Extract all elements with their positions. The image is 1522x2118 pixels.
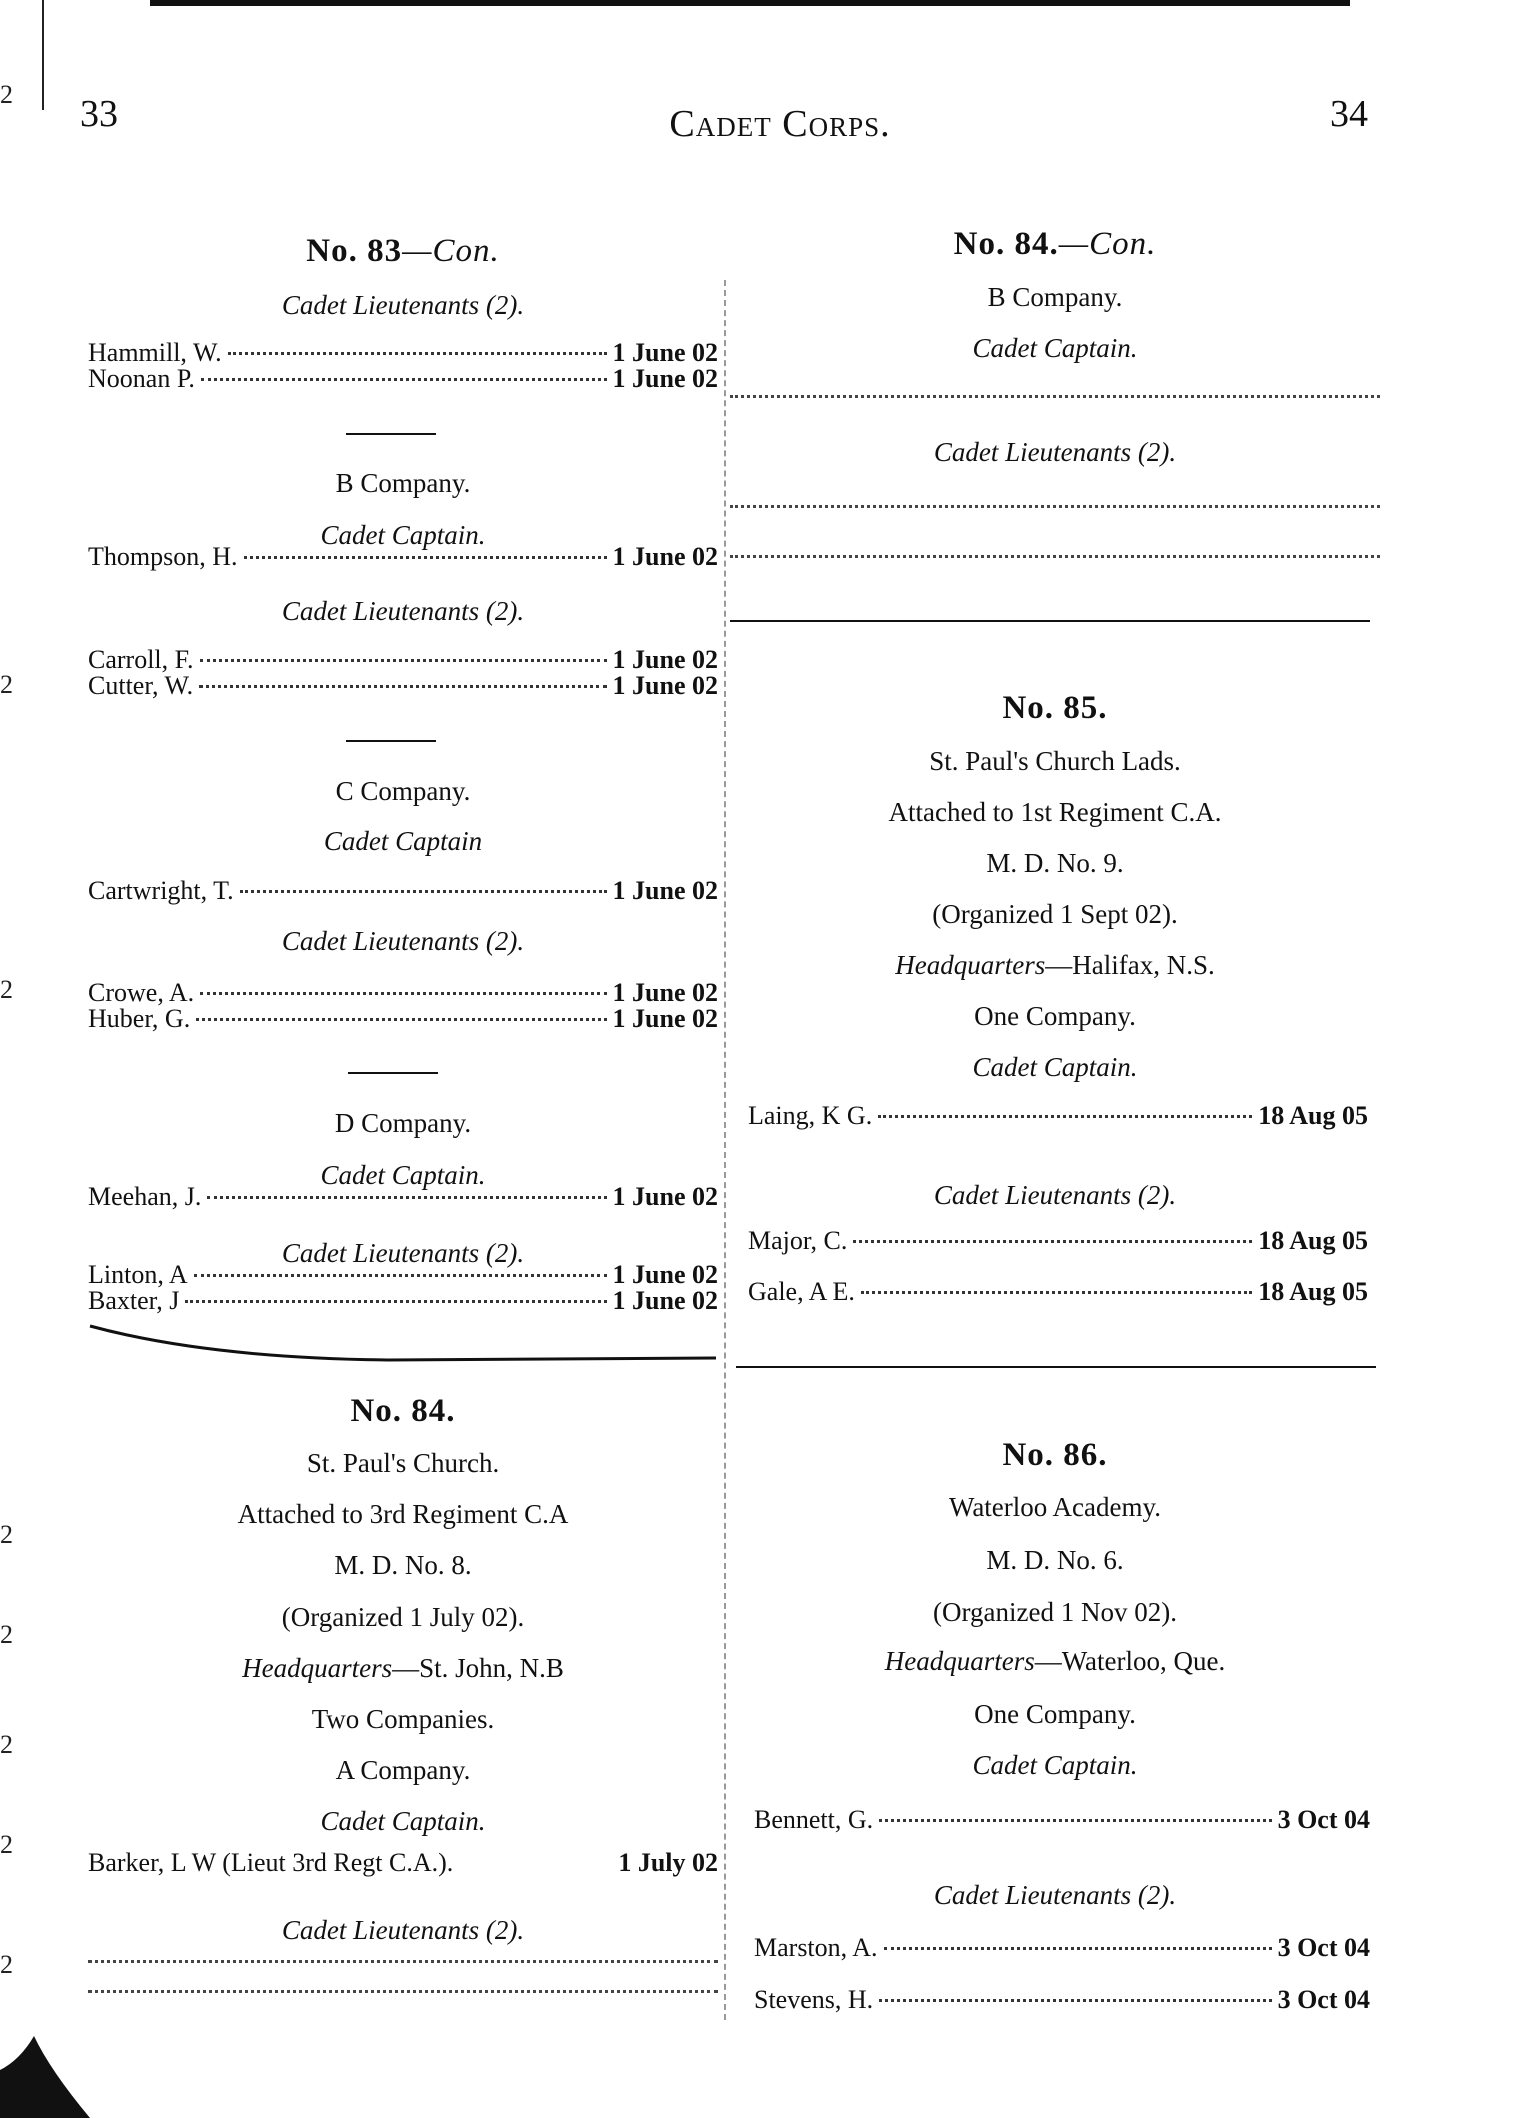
lieutenants-label: Cadet Lieutenants (2). bbox=[933, 437, 1177, 467]
margin-mark: 2 bbox=[0, 1830, 13, 1859]
roster-entry: Gale, A E. 18 Aug 05 bbox=[748, 1277, 1368, 1306]
section-end-rule bbox=[88, 1318, 718, 1368]
margin-mark: 2 bbox=[0, 670, 13, 699]
company-label: C Company. bbox=[335, 776, 471, 806]
section-heading-no83 bbox=[88, 233, 718, 270]
organized-date: (Organized 1 Sept 02). bbox=[932, 899, 1178, 929]
heading-suffix: —Con. bbox=[402, 233, 500, 269]
heading-number: No. 84. bbox=[953, 226, 1059, 262]
section-rule bbox=[730, 620, 1370, 622]
section-rule bbox=[736, 1366, 1376, 1368]
company-label: D Company. bbox=[334, 1108, 472, 1138]
roster-entry: Bennett, G. 3 Oct 04 bbox=[754, 1805, 1370, 1834]
roster-entry: Cartwright, T. 1 June 02 bbox=[88, 876, 718, 905]
captain-label: Cadet Captain. bbox=[320, 1806, 486, 1836]
blank-entry-line bbox=[730, 505, 1380, 508]
margin-mark: 2 bbox=[0, 975, 13, 1004]
left-page-number: 33 bbox=[80, 93, 118, 135]
lieutenants-label: Cadet Lieutenants (2). bbox=[281, 1915, 525, 1945]
captain-label: Cadet Captain. bbox=[972, 1052, 1138, 1082]
organized-date: (Organized 1 Nov 02). bbox=[933, 1597, 1177, 1627]
gutter-line bbox=[42, 0, 44, 110]
company-label: A Company. bbox=[335, 1755, 471, 1785]
captain-label: Cadet Captain bbox=[323, 826, 483, 856]
margin-mark: 2 bbox=[0, 1730, 13, 1759]
blank-entry-line bbox=[88, 1960, 718, 1963]
captain-label: Cadet Captain. bbox=[320, 520, 486, 550]
military-district: M. D. No. 6. bbox=[986, 1545, 1124, 1575]
captain-label: Cadet Captain. bbox=[972, 333, 1138, 363]
blank-entry-line bbox=[88, 1990, 718, 1993]
company-label: B Company. bbox=[335, 468, 471, 498]
separator bbox=[346, 740, 436, 742]
top-border-line bbox=[150, 0, 1350, 6]
column-divider bbox=[724, 280, 726, 2020]
roster-entry: Crowe, A. 1 June 02 bbox=[88, 978, 718, 1007]
company-label: B Company. bbox=[987, 282, 1123, 312]
roster-entry: Noonan P. 1 June 02 bbox=[88, 364, 718, 393]
roster-entry: Linton, A 1 June 02 bbox=[88, 1260, 718, 1289]
roster-entry: Barker, L W (Lieut 3rd Regt C.A.). 1 July 02 bbox=[88, 1848, 718, 1877]
headquarters: Headquarters—St. John, N.B bbox=[242, 1653, 564, 1683]
organized-date: (Organized 1 July 02). bbox=[281, 1602, 525, 1632]
lieutenants-label: Cadet Lieutenants (2). bbox=[281, 290, 525, 320]
margin-mark: 2 bbox=[0, 1520, 13, 1549]
roster-entry: Baxter, J 1 June 02 bbox=[88, 1286, 718, 1315]
military-district: M. D. No. 8. bbox=[334, 1550, 472, 1580]
ink-blot bbox=[0, 2030, 90, 2118]
roster-entry: Marston, A. 3 Oct 04 bbox=[754, 1933, 1370, 1962]
roster-entry: Meehan, J. 1 June 02 bbox=[88, 1182, 718, 1211]
separator bbox=[346, 433, 436, 435]
blank-entry-line bbox=[730, 555, 1380, 558]
heading-number: No. 83 bbox=[306, 233, 403, 269]
lieutenants-label: Cadet Lieutenants (2). bbox=[281, 1238, 525, 1268]
roster-entry: Carroll, F. 1 June 02 bbox=[88, 645, 718, 674]
lieutenants-label: Cadet Lieutenants (2). bbox=[933, 1180, 1177, 1210]
roster-entry: Laing, K G. 18 Aug 05 bbox=[748, 1101, 1368, 1130]
companies-count: One Company. bbox=[974, 1001, 1136, 1031]
roster-entry: Major, C. 18 Aug 05 bbox=[748, 1226, 1368, 1255]
corps-name: St. Paul's Church. bbox=[306, 1448, 500, 1478]
companies-count: One Company. bbox=[974, 1699, 1136, 1729]
blank-entry-line bbox=[730, 395, 1380, 398]
roster-entry: Huber, G. 1 June 02 bbox=[88, 1004, 718, 1033]
lieutenants-label: Cadet Lieutenants (2). bbox=[281, 926, 525, 956]
captain-label: Cadet Captain. bbox=[320, 1160, 486, 1190]
section-heading-no84: No. 84. bbox=[350, 1393, 456, 1429]
section-heading-no84-con bbox=[730, 226, 1380, 263]
attachment: Attached to 1st Regiment C.A. bbox=[888, 797, 1222, 827]
heading-suffix: —Con. bbox=[1058, 226, 1157, 262]
lieutenants-label: Cadet Lieutenants (2). bbox=[933, 1880, 1177, 1910]
section-heading-no86: No. 86. bbox=[1002, 1437, 1108, 1473]
section-heading-no85: No. 85. bbox=[1002, 690, 1108, 726]
attachment: Attached to 3rd Regiment C.A bbox=[237, 1499, 569, 1529]
margin-mark: 2 bbox=[0, 1950, 13, 1979]
margin-mark: 2 bbox=[0, 80, 13, 109]
companies-count: Two Companies. bbox=[311, 1704, 495, 1734]
headquarters: Headquarters—Waterloo, Que. bbox=[884, 1646, 1226, 1676]
page-title: Cadet Corps. bbox=[669, 103, 891, 145]
roster-entry: Thompson, H. 1 June 02 bbox=[88, 542, 718, 571]
headquarters: Headquarters—Halifax, N.S. bbox=[895, 950, 1215, 980]
roster-entry: Hammill, W. 1 June 02 bbox=[88, 338, 718, 367]
roster-entry: Cutter, W. 1 June 02 bbox=[88, 671, 718, 700]
lieutenants-label: Cadet Lieutenants (2). bbox=[281, 596, 525, 626]
captain-label: Cadet Captain. bbox=[972, 1750, 1138, 1780]
separator bbox=[348, 1072, 438, 1074]
right-page-number: 34 bbox=[1330, 93, 1368, 135]
military-district: M. D. No. 9. bbox=[986, 848, 1124, 878]
margin-mark: 2 bbox=[0, 1620, 13, 1649]
corps-name: Waterloo Academy. bbox=[949, 1492, 1161, 1522]
corps-name: St. Paul's Church Lads. bbox=[929, 746, 1181, 776]
roster-entry: Stevens, H. 3 Oct 04 bbox=[754, 1985, 1370, 2014]
